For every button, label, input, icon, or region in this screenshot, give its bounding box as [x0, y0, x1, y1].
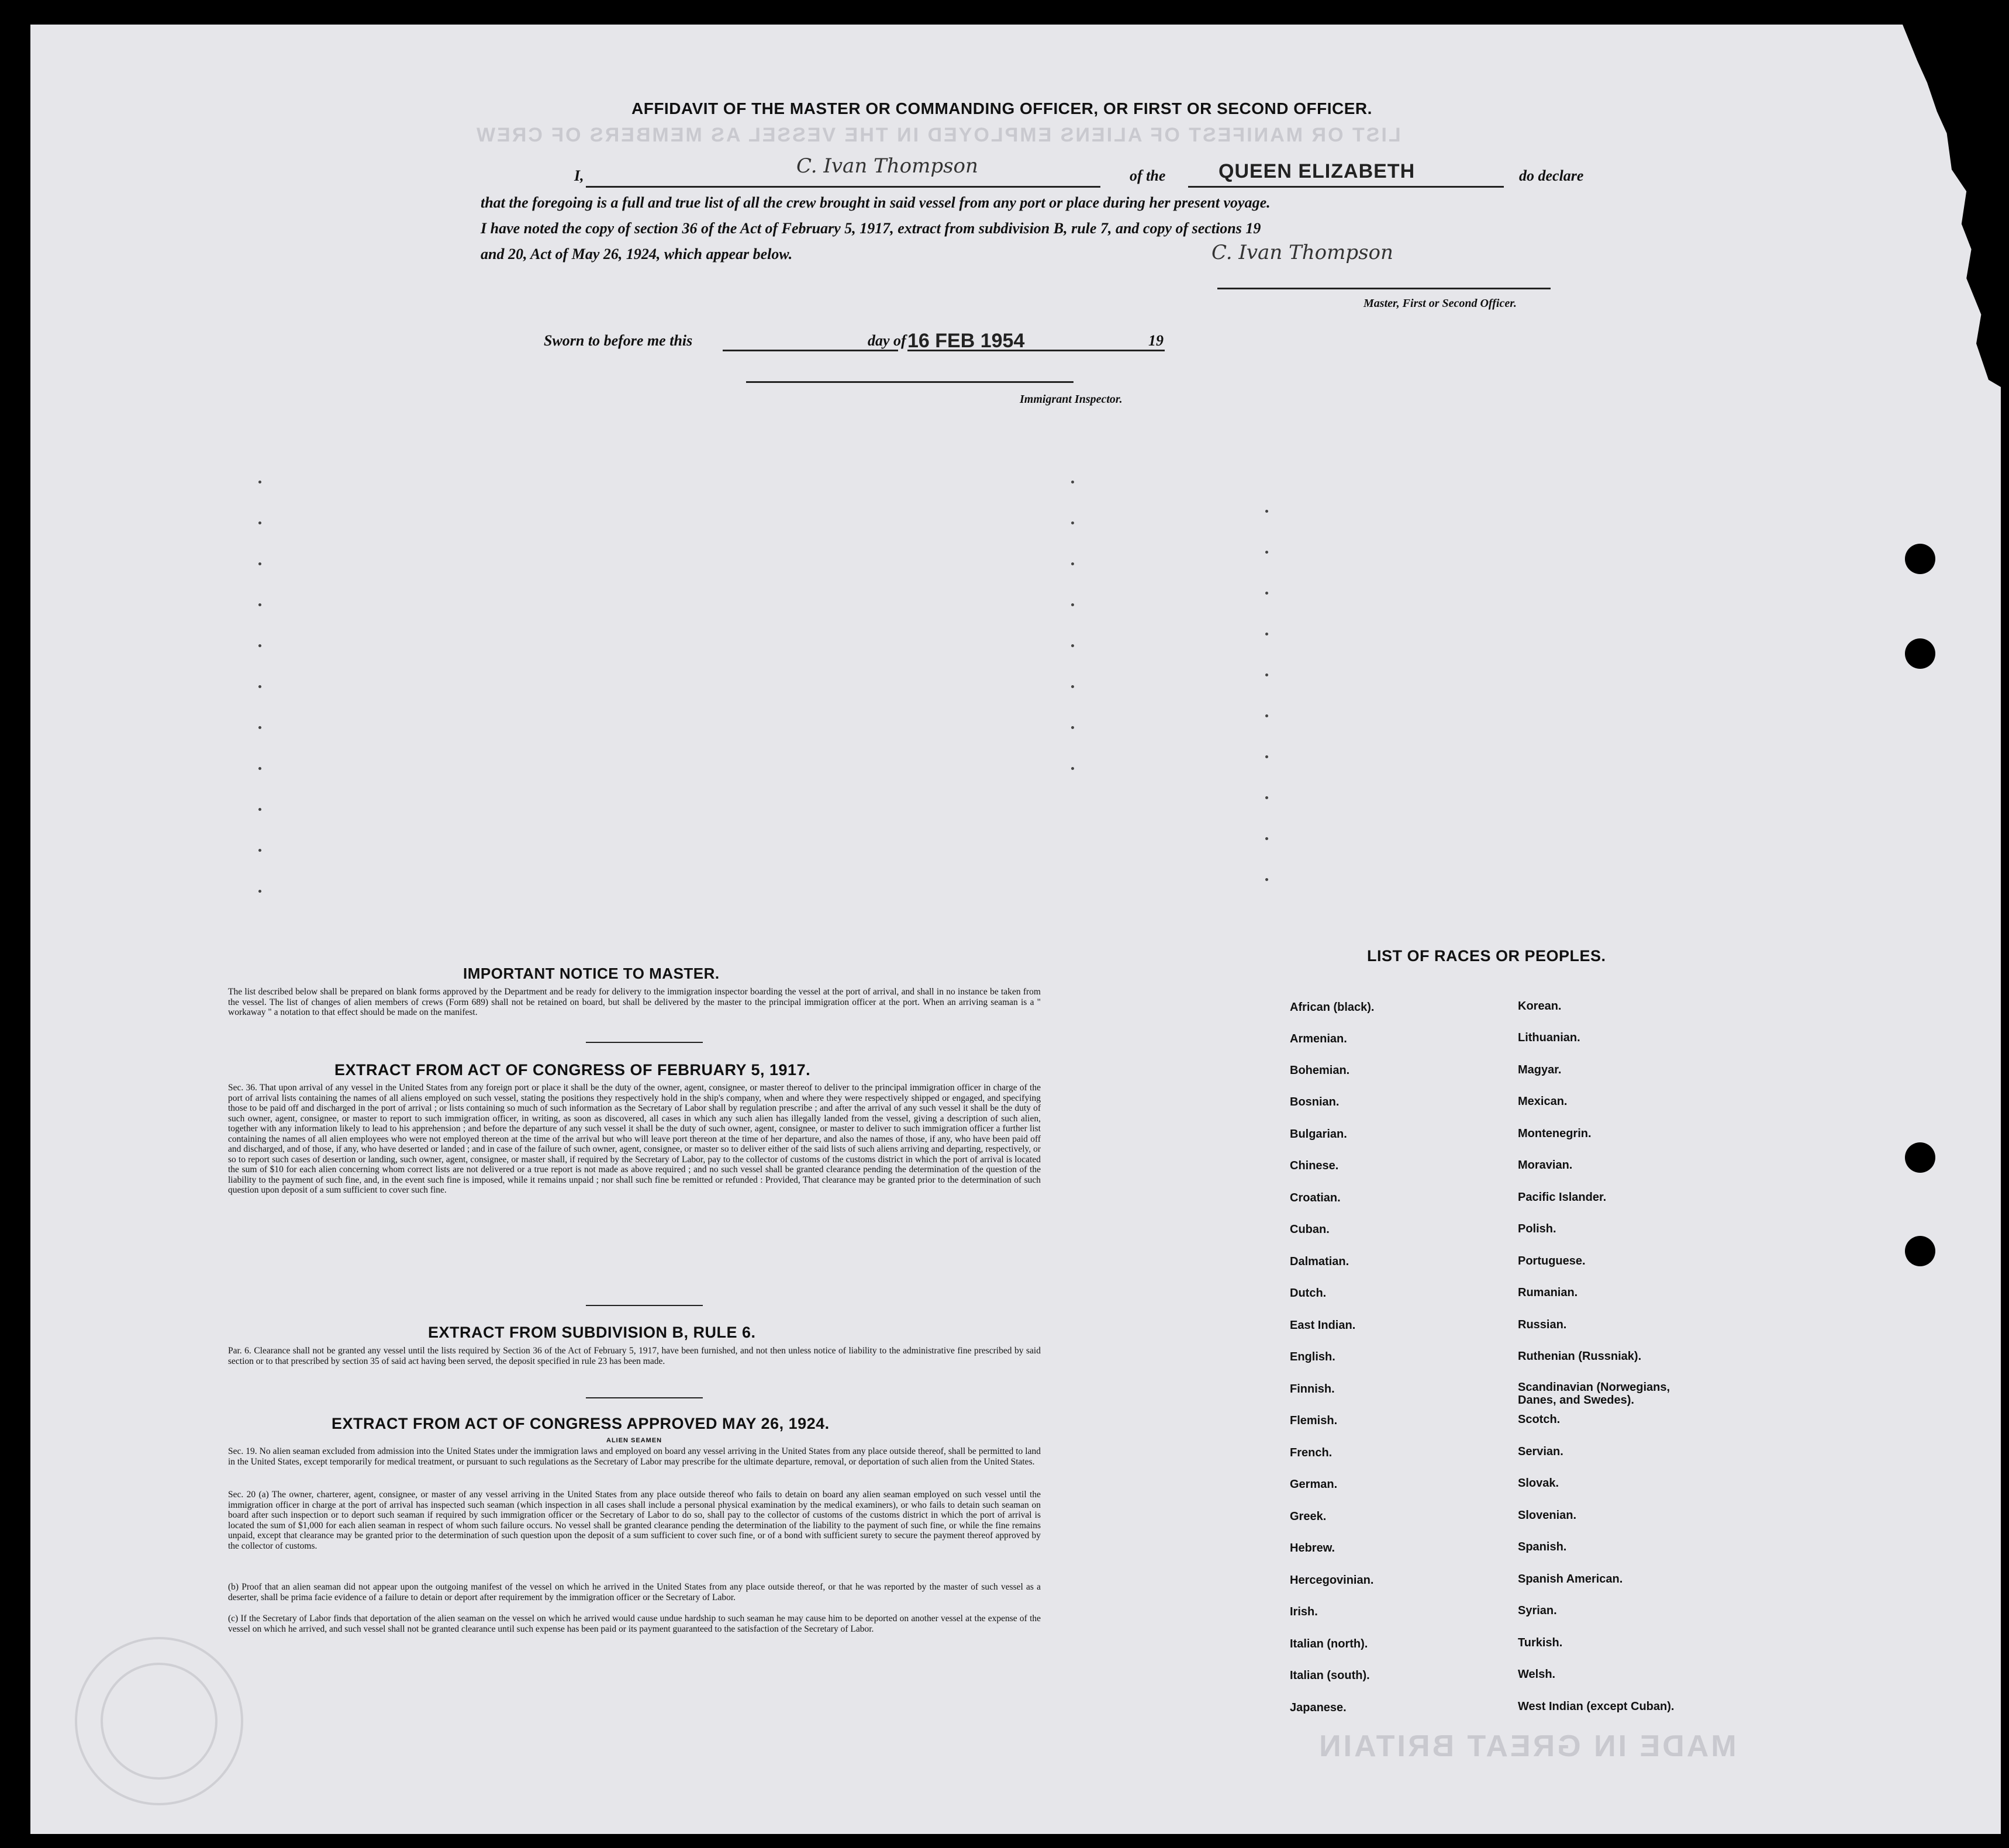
- race-right-item: Turkish.: [1518, 1636, 1563, 1649]
- race-right-item: West Indian (except Cuban).: [1518, 1700, 1675, 1713]
- leader-dot: [1071, 685, 1074, 688]
- leader-dot: [1265, 878, 1268, 881]
- leader-dot: [1265, 796, 1268, 799]
- race-left-item: French.: [1290, 1446, 1333, 1459]
- sworn-month-line: [907, 350, 1165, 351]
- sec-20c-text: (c) If the Secretary of Labor finds that deportation of the alien seaman on the vessel on which he arrived would cause undue hardship to such seaman he may cause him to be deported on another vessel at the expense of the vessel on which he arrived, and such vessel shall not be granted clearance until such expense has been paid or its payment guaranteed to the satisfaction of the Secretary of Labor.: [228, 1614, 1041, 1634]
- leader-dot: [1265, 633, 1268, 635]
- race-left-item: Hercegovinian.: [1290, 1574, 1374, 1587]
- race-left-item: Greek.: [1290, 1510, 1327, 1523]
- punch-hole: [1905, 1236, 1935, 1266]
- sworn-year: 19: [1148, 332, 1164, 349]
- race-left-item: Dutch.: [1290, 1287, 1327, 1300]
- bleed-through-title: LIST OR MANIFEST OF ALIENS EMPLOYED IN THE VESSEL AS MEMBERS OF CREW: [475, 124, 1401, 146]
- leader-dot: [1265, 592, 1268, 595]
- race-right-item: Slovak.: [1518, 1477, 1559, 1490]
- race-right-item: Scandinavian (Norwegians, Danes, and Swedes).: [1518, 1381, 1670, 1407]
- sworn-day-line: [723, 350, 898, 351]
- leader-dot: [1071, 521, 1074, 524]
- leader-dot: [258, 644, 261, 647]
- race-left-item: Armenian.: [1290, 1032, 1347, 1045]
- leader-dot: [258, 849, 261, 852]
- affidavit-line-4: and 20, Act of May 26, 1924, which appear below.: [481, 246, 793, 262]
- leader-dot: [1071, 644, 1074, 647]
- master-signature-line: [1217, 288, 1551, 289]
- leader-dot: [1265, 837, 1268, 840]
- race-right-item: Slovenian.: [1518, 1509, 1577, 1522]
- affidavit-line-3: I have noted the copy of section 36 of the Act of February 5, 1917, extract from subdivision B, rule 7, and copy of sections 19: [481, 220, 1261, 237]
- race-right-item: Mexican.: [1518, 1095, 1568, 1108]
- sworn-day-of: day of: [868, 332, 906, 349]
- leader-dot: [1071, 481, 1074, 483]
- master-signature: C. Ivan Thompson: [1211, 241, 1393, 264]
- section-rule: [586, 1397, 703, 1398]
- race-left-item: Chinese.: [1290, 1159, 1339, 1172]
- race-left-item: Finnish.: [1290, 1383, 1335, 1396]
- race-right-item: Rumanian.: [1518, 1286, 1578, 1299]
- affidavit-do-declare: do declare: [1519, 167, 1584, 184]
- race-right-item: Russian.: [1518, 1318, 1567, 1331]
- section-rule: [586, 1042, 703, 1043]
- affidavit-title: AFFIDAVIT OF THE MASTER OR COMMANDING OFFICER, OR FIRST OR SECOND OFFICER.: [631, 99, 1372, 118]
- punch-hole: [1905, 1142, 1935, 1173]
- race-left-item: Italian (south).: [1290, 1669, 1370, 1682]
- race-right-item: Pacific Islander.: [1518, 1191, 1607, 1204]
- race-left-item: East Indian.: [1290, 1319, 1356, 1332]
- race-left-item: Hebrew.: [1290, 1542, 1335, 1555]
- document-page: [30, 25, 2001, 1834]
- bleed-through-footer: MADE IN GREAT BRITAIN: [1317, 1729, 1737, 1763]
- affidavit-line-2: that the foregoing is a full and true list of all the crew brought in said vessel from any port or place during her present voyage.: [481, 194, 1271, 211]
- sworn-prefix: Sworn to before me this: [544, 332, 693, 349]
- races-title: LIST OF RACES OR PEOPLES.: [1367, 947, 1606, 965]
- leader-dot: [258, 481, 261, 483]
- race-right-item: Spanish American.: [1518, 1573, 1623, 1586]
- race-right-item: Syrian.: [1518, 1604, 1557, 1617]
- race-left-item: African (black).: [1290, 1001, 1375, 1014]
- race-left-item: German.: [1290, 1478, 1338, 1491]
- leader-dot: [1265, 755, 1268, 758]
- race-right-item: Servian.: [1518, 1445, 1563, 1458]
- race-left-item: Irish.: [1290, 1605, 1318, 1618]
- leader-dot: [1071, 726, 1074, 729]
- extract-1924-title: EXTRACT FROM ACT OF CONGRESS APPROVED MAY 26, 1924.: [332, 1415, 830, 1432]
- race-left-item: Bulgarian.: [1290, 1128, 1347, 1141]
- notice-title: IMPORTANT NOTICE TO MASTER.: [463, 965, 720, 982]
- leader-dot: [258, 767, 261, 770]
- race-right-item: Scotch.: [1518, 1413, 1561, 1426]
- date-stamp: 16 FEB 1954: [907, 330, 1025, 352]
- race-left-item: Italian (north).: [1290, 1638, 1368, 1650]
- extract-1917-text: Sec. 36. That upon arrival of any vessel in the United States from any foreign port or place it shall be the duty of the owner, agent, consignee, or master thereof to deliver to the principal immigration officer in charge of the port of arrival lists containing the names of all aliens employed on such vessel, stating the positions they respectively hold in the ship's company, when and where they were respectively shipped or engaged, and specifying those to be paid off and discharged in the port of arrival ; or lists containing so much of such information as the Secretary of Labor shall by regulation prescribe ; and after the arrival of any such vessel it shall be the duty of such owner, agent, consignee, or master to report to such immigration officer, in writing, as soon as discovered, all cases in which any such alien has illegally landed from the vessel, giving a description of such alien, together with any information likely to lead to his apprehension ; and before the departure of any such vessel it shall be the duty of such owner, agent, consignee, or master to deliver to such immigration officer a further list containing the names of all alien employees who were not employed thereon at the time of the arrival but who will leave port thereon at the time of her departure, and also the names of those, if any, who have been paid off and discharged, and of those, if any, who have deserted or landed ; and in case of the failure of such owner, agent, consignee, or master so to deliver either of the said lists of such aliens arriving and departing, respectively, or so to report such cases of desertion or landing, such owner, agent, consignee, or master shall, if required by the Secretary of Labor, pay to the collector of customs of the customs district in which the port of arrival is located the sum of $10 for each alien concerning whom correct lists are not delivered or a true report is not made as above required ; and no such vessel shall be granted clearance pending the determination of the question of the liability to the payment of such fine, and, in the event such fine is imposed, while it remains unpaid ; nor shall such fine be remitted or refunded : Provided, That clearance may be granted prior to the determination of such question upon deposit of a sum sufficient to cover such fine.: [228, 1083, 1041, 1195]
- master-name-signature: C. Ivan Thompson: [796, 154, 978, 178]
- leader-dot: [1265, 714, 1268, 717]
- race-left-item: Flemish.: [1290, 1414, 1338, 1427]
- race-right-item: Polish.: [1518, 1222, 1556, 1235]
- name-line: [586, 186, 1100, 188]
- race-right-item: Lithuanian.: [1518, 1031, 1580, 1044]
- leader-dot: [258, 726, 261, 729]
- race-right-item: Welsh.: [1518, 1668, 1556, 1681]
- section-rule: [586, 1305, 703, 1306]
- master-caption: [1364, 297, 1517, 310]
- notice-text: The list described below shall be prepared on blank forms approved by the Department and be ready for delivery to the immigration inspector boarding the vessel at the port of arrival, and shall in no instance be taken from the vessel. The list of changes of alien members of crews (Form 689) shall not be retained on board, but shall be delivered by the master to the principal immigration officer at the port. When an arriving seaman is a " workaway " a notation to that effect should be made on the manifest.: [228, 987, 1041, 1017]
- race-left-item: Cuban.: [1290, 1223, 1330, 1236]
- sec-20a-text: Sec. 20 (a) The owner, charterer, agent, consignee, or master of any vessel arriving in the United States from any place outside thereof who fails to detain on board any alien seaman employed on such vessel until the immigration officer in charge at the port of arrival has inspected such seaman (which inspection in all cases shall include a personal physical examination by the medical examiners), or who fails to detain such seaman on board after such inspection or to deport such seaman if required by such immigration officer or the Secretary of Labor to do so, shall pay to the collector of customs of the customs district in which the port of arrival is located the sum of $1,000 for each alien seaman in respect of whom such failure occurs. No vessel shall be granted clearance pending the determination of the liability to the payment of such fine, or while the fine remains unpaid, except that clearance may be granted prior to the determination of such question upon the deposit of a sum sufficient to cover such fine, or of a bond with sufficient surety to secure the payment thereof approved by the collector of customs.: [228, 1490, 1041, 1551]
- race-left-item: Croatian.: [1290, 1191, 1341, 1204]
- leader-dot: [258, 685, 261, 688]
- race-left-item: Bosnian.: [1290, 1096, 1340, 1108]
- race-right-item: Portuguese.: [1518, 1255, 1586, 1267]
- race-right-item: Moravian.: [1518, 1159, 1573, 1172]
- sec-19-text: Sec. 19. No alien seaman excluded from admission into the United States under the immigration laws and employed on board any vessel arriving in the United States from any place outside thereof, shall be permitted to land in the United States, except temporarily for medical treatment, or pursuant to such regulations as the Secretary of Labor may prescribe for the ultimate departure, removal, or deportation of such alien from the United States.: [228, 1446, 1041, 1467]
- race-left-item: Bohemian.: [1290, 1064, 1350, 1077]
- inspector-line: [746, 381, 1073, 383]
- extract-1924-subtitle: ALIEN SEAMEN: [606, 1437, 662, 1444]
- leader-dot: [1265, 673, 1268, 676]
- subdivision-title: EXTRACT FROM SUBDIVISION B, RULE 6.: [428, 1324, 756, 1341]
- leader-dot: [1071, 767, 1074, 770]
- race-right-item: Magyar.: [1518, 1063, 1562, 1076]
- leader-dot: [258, 562, 261, 565]
- race-left-item: English.: [1290, 1350, 1335, 1363]
- leader-dot: [258, 808, 261, 811]
- race-right-item: Ruthenian (Russniak).: [1518, 1350, 1642, 1363]
- leader-dot: [1071, 603, 1074, 606]
- leader-dot: [1265, 510, 1268, 513]
- punch-hole: [1905, 638, 1935, 669]
- race-right-item: Korean.: [1518, 1000, 1562, 1013]
- inspector-caption: Immigrant Inspector.: [1020, 393, 1123, 406]
- race-left-item: Dalmatian.: [1290, 1255, 1349, 1268]
- master-caption-text: Master, First or Second Officer.: [1364, 297, 1517, 310]
- leader-dot: [258, 890, 261, 893]
- race-left-item: Japanese.: [1290, 1701, 1347, 1714]
- ship-line: [1188, 186, 1504, 188]
- leader-dot: [258, 603, 261, 606]
- race-right-item: Spanish.: [1518, 1540, 1567, 1553]
- race-right-item: Montenegrin.: [1518, 1127, 1592, 1140]
- punch-hole: [1905, 544, 1935, 574]
- affidavit-i: I,: [574, 167, 584, 184]
- affidavit-of-the: of the: [1130, 167, 1166, 184]
- extract-1917-title: EXTRACT FROM ACT OF CONGRESS OF FEBRUARY 5, 1917.: [334, 1061, 811, 1079]
- leader-dot: [1071, 562, 1074, 565]
- ship-name-stamp: QUEEN ELIZABETH: [1218, 160, 1416, 182]
- sec-20b-text: (b) Proof that an alien seaman did not appear upon the outgoing manifest of the vessel on which he arrived in the United States from any place outside thereof, or that he was reported by the master of such vessel as a deserter, shall be prima facie evidence of a failure to detain or deport after requirement by the immigration officer or the Secretary of Labor.: [228, 1582, 1041, 1602]
- leader-dot: [258, 521, 261, 524]
- subdivision-text: Par. 6. Clearance shall not be granted any vessel until the lists required by Section 36 of the Act of February 5, 1917, have been furnished, and not then unless notice of liability to the administrative fine prescribed by said section or to that prescribed by section 35 of said act having been served, the deposit specified in rule 23 has been made.: [228, 1346, 1041, 1366]
- leader-dot: [1265, 551, 1268, 554]
- torn-corner: [1755, 25, 2001, 387]
- embossed-seal-inner: [101, 1663, 218, 1780]
